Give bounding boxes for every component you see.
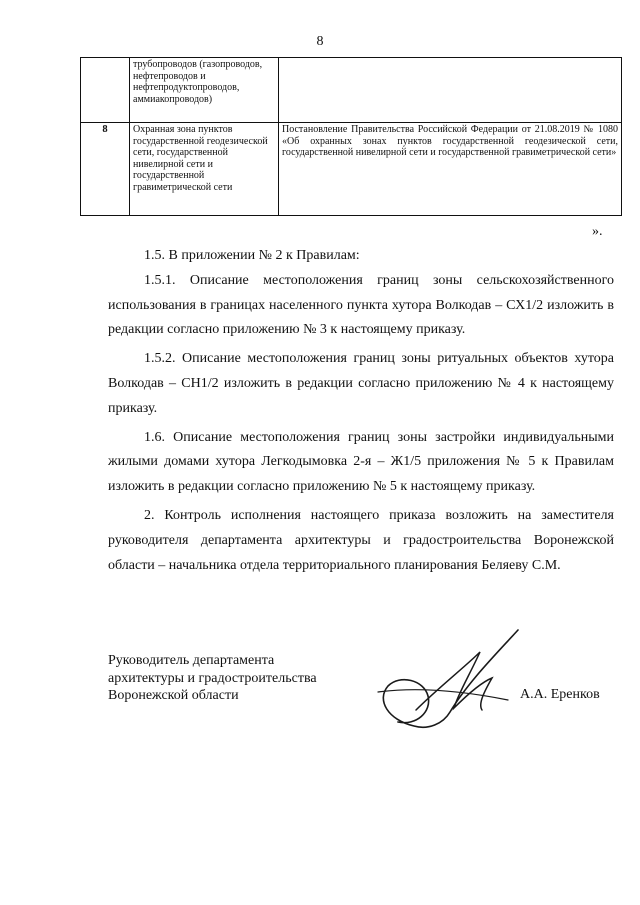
row-number: 8 [81,123,130,216]
paragraph-1-5-2: 1.5.2. Описание местоположения границ зоны ритуальных объектов хутора Волкодав – СН1/2 изложить в редакции согласно приложению № 4 к настоящему приказу. [108,351,614,416]
signatory-position-line: архитектуры и градостроительства [108,670,317,686]
legal-basis-cell [279,58,622,123]
signatory-position-line: Воронежской области [108,688,239,703]
signatory-name: А.А. Еренков [520,687,600,702]
table-row [81,58,622,123]
paragraph-2: 2. Контроль исполнения настоящего приказа возложить на заместителя руководителя департамента архитектуры и градостроительства Воронежской области – начальника отдела территориального планирования Беляеву С.М. [108,507,614,573]
signatory-position [108,652,317,705]
table-closing-quote: ». [592,224,603,239]
table-row [81,123,622,216]
paragraph-1-5-1: 1.5.1. Описание местоположения границ зоны сельскохозяйственного использования в границах населенного пункта хутора Волкодав – СХ1/2 изложить в редакции согласно приложению № 3 к настоящему приказу. [108,272,614,338]
paragraph-1-6: 1.6. Описание местоположения границ зоны застройки индивидуальными жилыми домами хутора Легкодымовка 2-я – Ж1/5 приложения № 5 к Правилам изложить в редакции согласно приложению № 5 к настоящему приказу. [108,429,614,495]
handwritten-signature [358,622,538,742]
row-number [81,58,130,123]
page-number: 8 [316,34,324,49]
document-body [108,244,614,578]
legal-basis-cell: Постановление Правительства Российской Федерации от 21.08.2019 № 1080 «Об охранных зонах пунктов государственной геодезической сети, государственной нивелирной сети и государственной гравиметрической сети» [279,123,622,216]
zone-name-cell: трубопроводов (газопроводов, нефтепроводов и нефтепродуктопроводов, аммиакопроводов) [130,58,279,123]
protection-zones-table [80,57,622,216]
paragraph-1-5: 1.5. В приложении № 2 к Правилам: [144,248,360,263]
zone-name-cell: Охранная зона пунктов государственной геодезической сети, государственной нивелирной сети и государственной гравиметрической сети [130,123,279,216]
signatory-position-line: Руководитель департамента [108,653,275,668]
